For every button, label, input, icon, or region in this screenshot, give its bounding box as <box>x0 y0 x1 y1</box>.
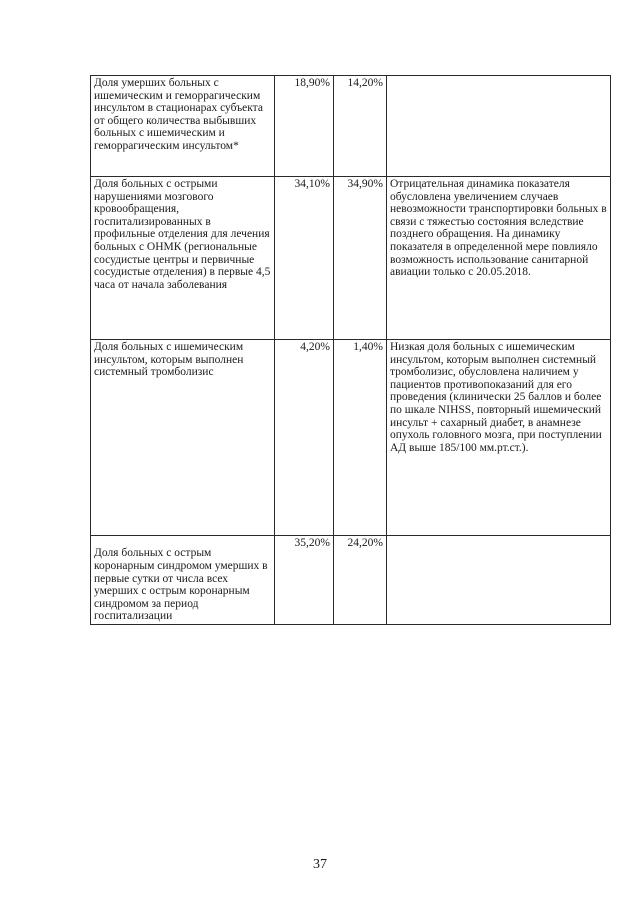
note-cell: Низкая доля больных с ишемическим инсультом, которым выполнен системный тромболизис, обусловлена наличием у пациентов противопоказаний для его проведения (клинически 25 баллов и более по шкале NIHSS, повторный ишемический инсульт + сахарный диабет, в анамнезе опухоль головного мозга, при поступлении АД выше 185/100 мм.рт.ст.). <box>387 340 611 536</box>
note-cell <box>387 76 611 177</box>
value-cell: 18,90% <box>275 76 334 177</box>
note-cell <box>387 536 611 625</box>
indicators-table <box>90 75 611 625</box>
table-row <box>91 177 611 340</box>
indicator-cell: Доля больных с ишемическим инсультом, которым выполнен системный тромболизис <box>91 340 275 536</box>
indicator-cell: Доля больных с острым коронарным синдромом умерших в первые сутки от числа всех умерших с острым коронарным синдромом за период госпитализации <box>91 536 275 625</box>
value-cell: 24,20% <box>334 536 387 625</box>
value-cell: 14,20% <box>334 76 387 177</box>
value-cell: 34,90% <box>334 177 387 340</box>
value-cell: 34,10% <box>275 177 334 340</box>
indicator-cell: Доля умерших больных с ишемическим и геморрагическим инсультом в стационарах субъекта от общего количества выбывших больных с ишемическим и геморрагическим инсультом* <box>91 76 275 177</box>
value-cell: 35,20% <box>275 536 334 625</box>
page-number: 37 <box>313 857 327 872</box>
value-cell: 1,40% <box>334 340 387 536</box>
value-cell: 4,20% <box>275 340 334 536</box>
note-cell: Отрицательная динамика показателя обусловлена увеличением случаев невозможности транспортировки больных в связи с тяжестью состояния вследствие позднего обращения. На динамику показателя в определенной мере повлияло возможность использование санитарной авиации только с 20.05.2018. <box>387 177 611 340</box>
table-row <box>91 340 611 536</box>
table-row <box>91 536 611 625</box>
indicator-cell: Доля больных с острыми нарушениями мозгового кровообращения, госпитализированных в профильные отделения для лечения больных с ОНМК (региональные сосудистые центры и первичные сосудистые отделения) в первые 4,5 часа от начала заболевания <box>91 177 275 340</box>
table-row <box>91 76 611 177</box>
